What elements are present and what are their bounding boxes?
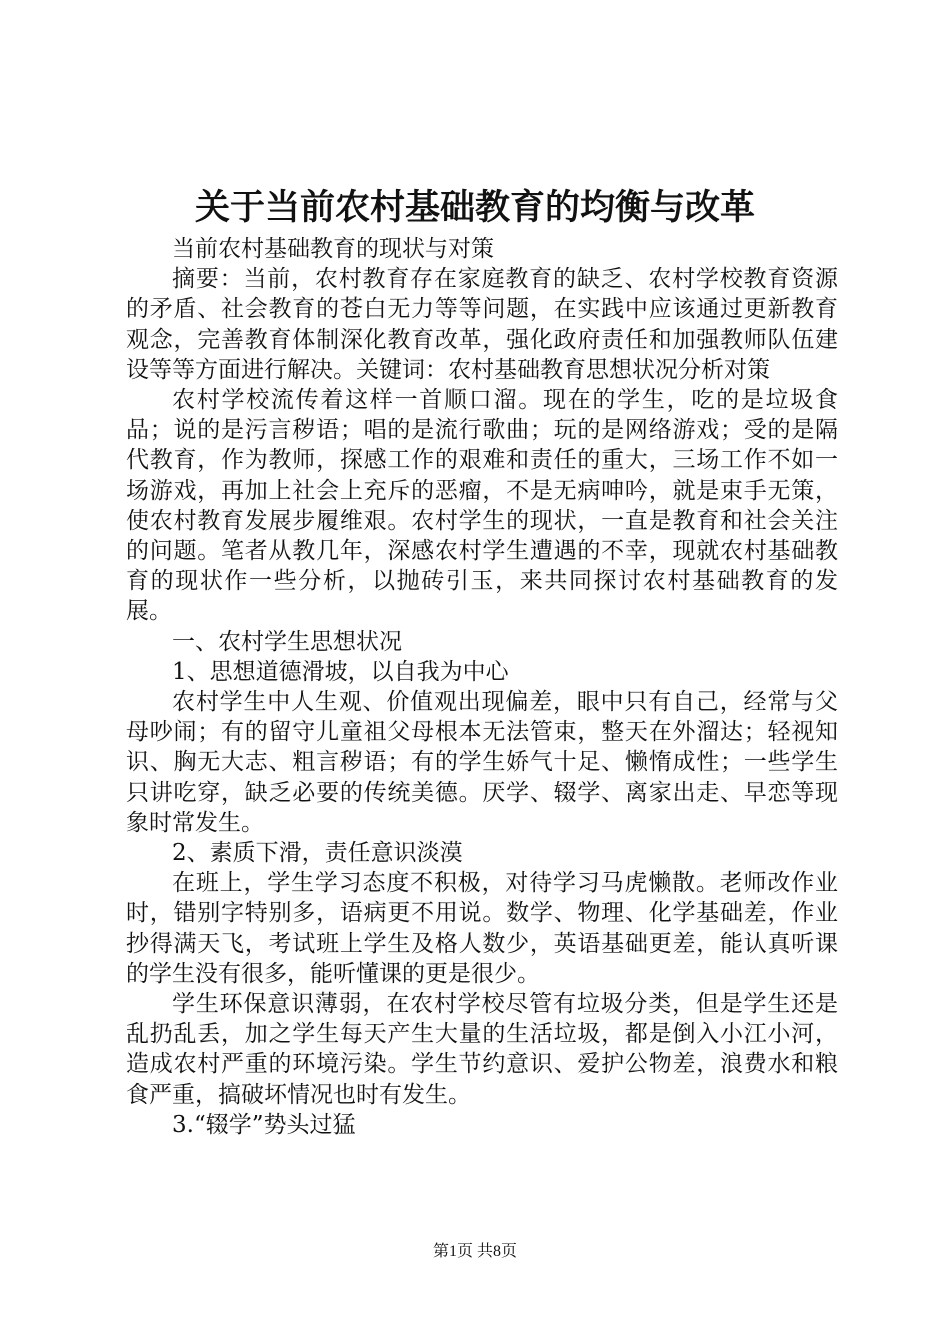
document-title: 关于当前农村基础教育的均衡与改革 (194, 187, 755, 228)
subtitle-paragraph: 当前农村基础教育的现状与对策 (172, 236, 494, 262)
body-paragraph: 农村学生中人生观、价值观出现偏差，眼中只有自己，经常与父母吵闹；有的留守儿童祖父母根本无法管束，整天在外溜达；轻视知识、胸无大志、粗言秽语；有的学生娇气十足、懒惰成性；一些学生只讲吃穿，缺乏必要的传统美德。厌学、辍学、离家出走、早恋等现象时常发生。 (126, 689, 838, 836)
document-body (126, 234, 838, 1140)
abstract-paragraph: 摘要：当前，农村教育存在家庭教育的缺乏、农村学校教育资源的矛盾、社会教育的苍白无力等等问题，在实践中应该通过更新教育观念，完善教育体制深化教育改革，强化政府责任和加强教师队伍建设等等方面进行解决。关键词：农村基础教育思想状况分析对策 (126, 266, 838, 383)
body-paragraph: 在班上，学生学习态度不积极，对待学习马虎懒散。老师改作业时，错别字特别多，语病更不用说。数学、物理、化学基础差，作业抄得满天飞，考试班上学生及格人数少，英语基础更差，能认真听课的学生没有很多，能听懂课的更是很少。 (126, 870, 838, 987)
subsection-heading: 3.“辍学”势头过猛 (172, 1111, 356, 1138)
intro-paragraph: 农村学校流传着这样一首顺口溜。现在的学生，吃的是垃圾食品；说的是污言秽语；唱的是流行歌曲；玩的是网络游戏；受的是隔代教育，作为教师，探感工作的艰难和责任的重大，三场工作不如一场游戏，再加上社会上充斥的恶瘤，不是无病呻吟，就是束手无策，使农村教育发展步履维艰。农村学生的现状，一直是教育和社会关注的问题。笔者从教几年，深感农村学生遭遇的不幸，现就农村基础教育的现状作一些分析，以抛砖引玉，来共同探讨农村基础教育的发展。 (126, 387, 838, 625)
subsection-heading: 1、思想道德滑坡，以自我为中心 (172, 658, 509, 685)
subsection-heading: 2、素质下滑，责任意识淡漠 (172, 840, 463, 867)
section-heading: 一、农村学生思想状况 (172, 628, 402, 655)
page-number: 第1页 共8页 (432, 1243, 517, 1260)
body-paragraph: 学生环保意识薄弱，在农村学校尽管有垃圾分类，但是学生还是乱扔乱丢，加之学生每天产生大量的生活垃圾，都是倒入小江小河，造成农村严重的环境污染。学生节约意识、爱护公物差，浪费水和粮食严重，搞破坏情况也时有发生。 (126, 991, 838, 1108)
